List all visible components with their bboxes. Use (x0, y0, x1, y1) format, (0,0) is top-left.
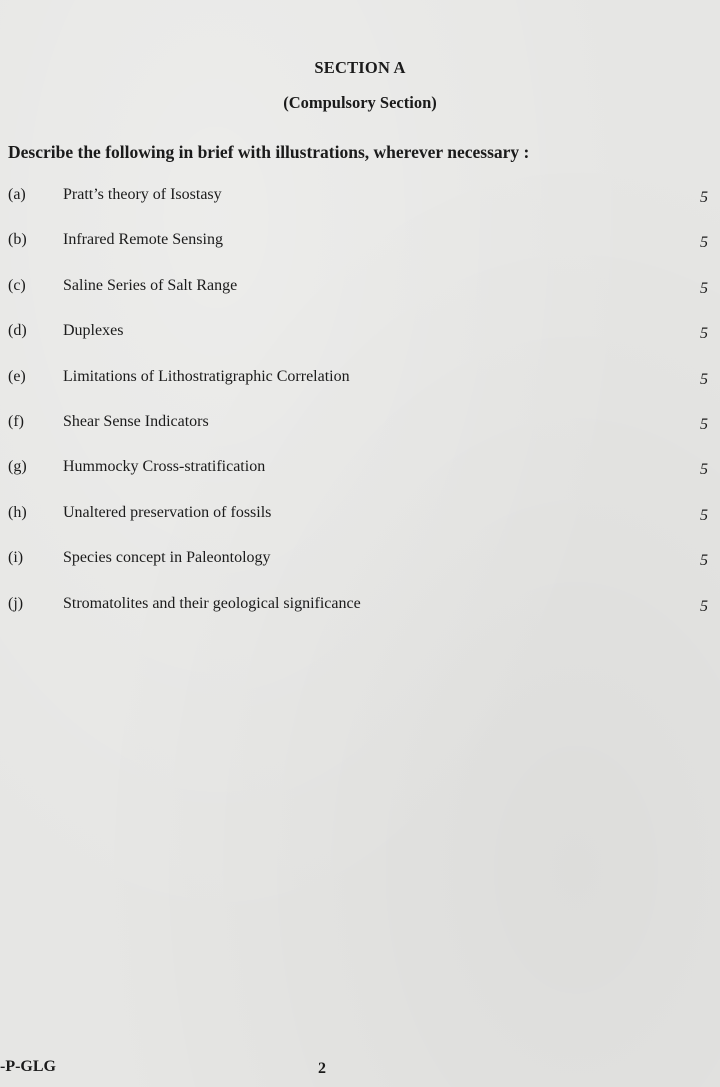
question-text: Pratt’s theory of Isostasy (63, 186, 222, 203)
question-text: Infrared Remote Sensing (63, 231, 223, 249)
question-marks: 5 (700, 279, 708, 297)
paper-code: -P-GLG (0, 1058, 56, 1075)
question-text: Duplexes (63, 322, 124, 340)
question-label: (i) (8, 549, 24, 567)
question-text: Limitations of Lithostratigraphic Correlation (63, 367, 350, 385)
question-marks: 5 (700, 415, 708, 433)
question-label: (b) (8, 231, 27, 249)
question-item (0, 316, 720, 361)
question-marks: 5 (700, 234, 708, 252)
question-item (0, 589, 720, 634)
question-item (0, 498, 720, 543)
question-item (0, 362, 720, 407)
question-text: Hummocky Cross-stratification (63, 458, 266, 476)
question-label: (a) (8, 186, 26, 203)
question-marks: 5 (700, 597, 708, 615)
question-item (0, 180, 720, 225)
question-marks: 5 (700, 552, 708, 570)
question-text: Saline Series of Salt Range (63, 276, 238, 294)
question-marks: 5 (700, 506, 708, 524)
question-item (0, 225, 720, 270)
question-label: (c) (8, 276, 26, 294)
question-label: (g) (8, 458, 27, 476)
question-text: Species concept in Paleontology (63, 549, 271, 567)
section-title: SECTION A (314, 58, 406, 77)
question-marks: 5 (700, 189, 708, 206)
question-item (0, 452, 720, 497)
question-list (0, 180, 720, 634)
question-label: (f) (8, 412, 24, 430)
question-label: (h) (8, 503, 27, 521)
section-subtitle: (Compulsory Section) (283, 93, 437, 112)
question-text: Stromatolites and their geological significance (63, 594, 361, 612)
question-marks: 5 (700, 325, 708, 343)
instruction-text: Describe the following in brief with illustrations, wherever necessary : (8, 142, 530, 162)
question-text: Shear Sense Indicators (63, 412, 209, 430)
question-label: (j) (8, 594, 24, 612)
question-marks: 5 (700, 461, 708, 479)
question-item (0, 543, 720, 588)
question-item (0, 271, 720, 316)
page-number: 2 (318, 1060, 326, 1077)
question-label: (d) (8, 322, 27, 340)
question-item (0, 407, 720, 452)
question-label: (e) (8, 367, 26, 385)
question-text: Unaltered preservation of fossils (63, 503, 272, 521)
question-marks: 5 (700, 370, 708, 388)
